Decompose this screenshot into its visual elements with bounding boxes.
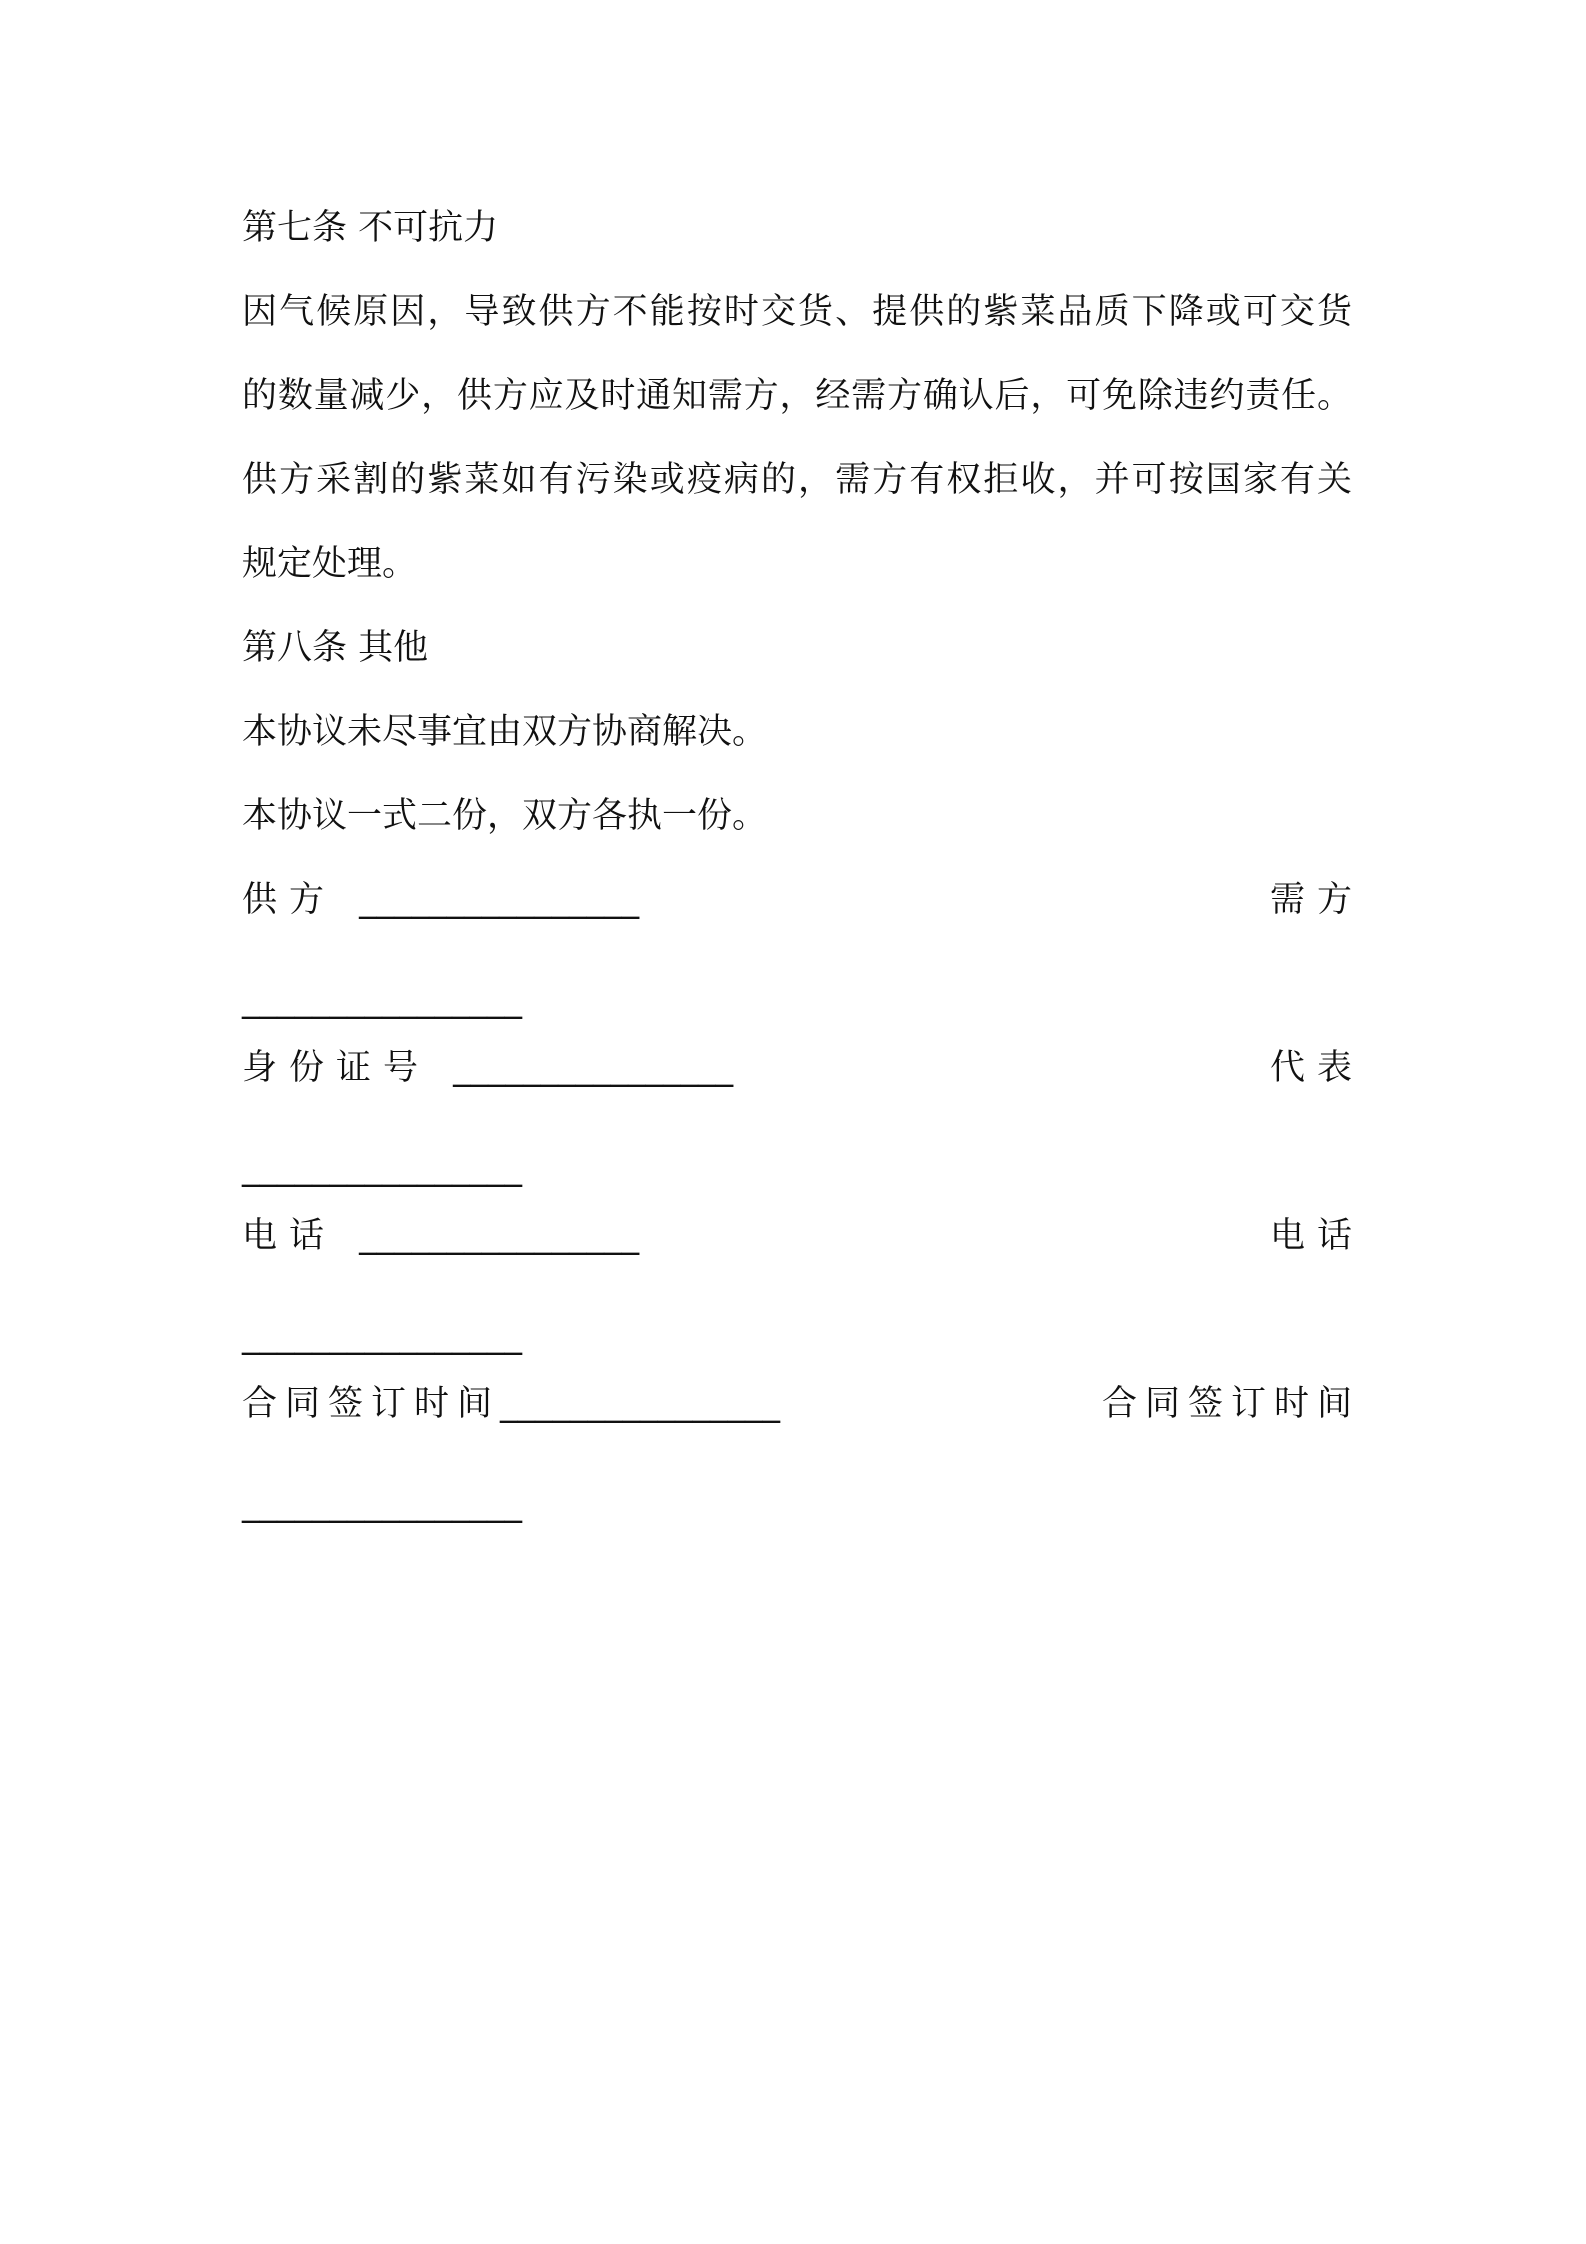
article8-heading: 第八条 其他 bbox=[242, 628, 429, 668]
date-label-left: 合同签订时间 bbox=[242, 1384, 501, 1424]
phone-label-left: 电话 bbox=[242, 1216, 337, 1256]
date-blank-right: ________________ bbox=[242, 1484, 522, 1524]
date-label-right: 合同签订时间 bbox=[1101, 1384, 1360, 1424]
demander-blank: ________________ bbox=[242, 980, 522, 1020]
phone-blank-right: ________________ bbox=[242, 1316, 522, 1356]
supplier-label: 供方 bbox=[242, 880, 337, 920]
signature-left-date bbox=[242, 1382, 780, 1426]
signature-row-phone bbox=[242, 1214, 1364, 1258]
article7-line1: 因气候原因，导致供方不能按时交货、提供的紫菜品质下降或可交货 bbox=[242, 292, 1352, 332]
article7-line4: 规定处理。 bbox=[242, 544, 418, 584]
signature-row-date bbox=[242, 1382, 1360, 1426]
signature-row-party bbox=[242, 878, 1364, 922]
supplier-blank: ________________ bbox=[359, 880, 640, 920]
article7-line2: 的数量减少，供方应及时通知需方，经需方确认后，可免除违约责任。 bbox=[242, 376, 1352, 416]
signature-left-party bbox=[242, 878, 639, 922]
article8-line2: 本协议一式二份，双方各执一份。 bbox=[242, 796, 768, 836]
article7-heading: 第七条 不可抗力 bbox=[242, 208, 499, 248]
signature-left-id bbox=[242, 1046, 733, 1090]
id-label: 身份证号 bbox=[242, 1048, 431, 1088]
id-blank: ________________ bbox=[453, 1048, 734, 1088]
signature-left-phone bbox=[242, 1214, 639, 1258]
article8-line1: 本协议未尽事宜由双方协商解决。 bbox=[242, 712, 768, 752]
date-blank-left: ________________ bbox=[500, 1384, 781, 1424]
representative-blank: ________________ bbox=[242, 1148, 522, 1188]
phone-label-right: 电话 bbox=[1269, 1216, 1364, 1256]
demander-label: 需方 bbox=[1269, 880, 1364, 920]
article7-line3: 供方采割的紫菜如有污染或疫病的，需方有权拒收，并可按国家有关 bbox=[242, 460, 1352, 500]
representative-label: 代表 bbox=[1269, 1048, 1364, 1088]
phone-blank-left: ________________ bbox=[359, 1216, 640, 1256]
signature-row-id bbox=[242, 1046, 1364, 1090]
